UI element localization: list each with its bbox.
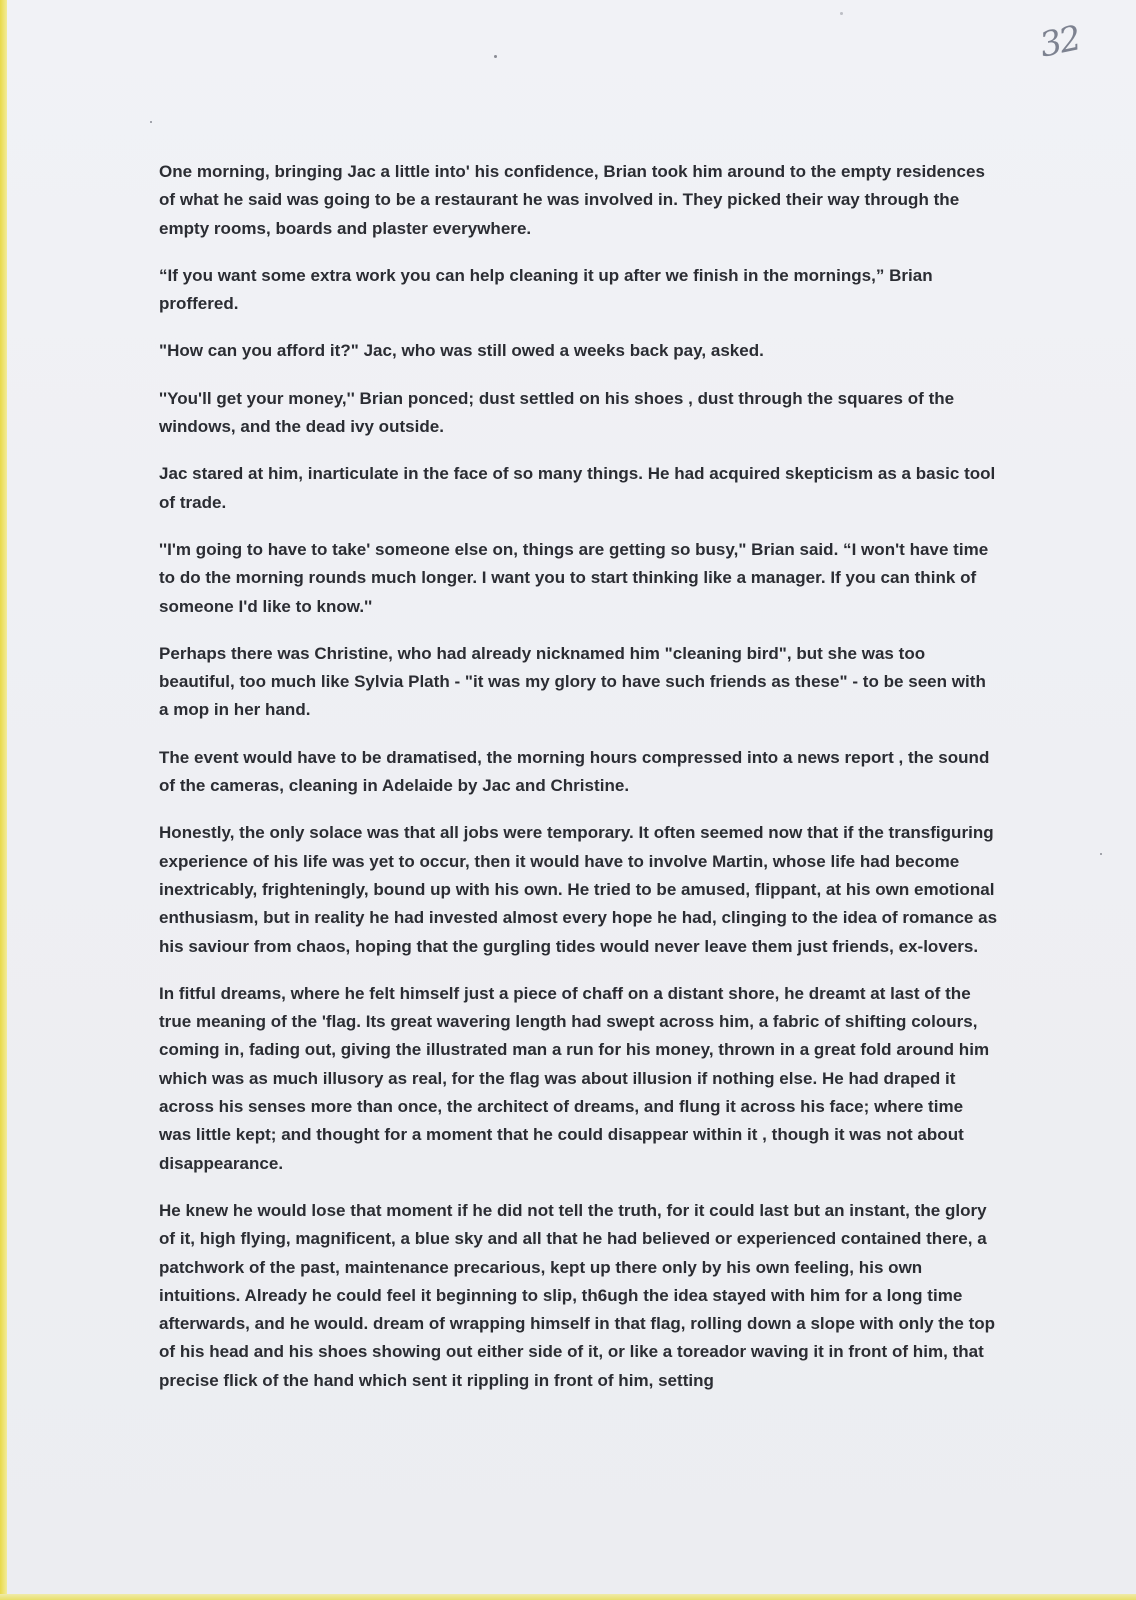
paragraph: Jac stared at him, inarticulate in the face of so many things. He had acquired skepticism as a basic tool of trade. [159, 464, 996, 512]
scan-speck [150, 121, 152, 123]
paragraph: He knew he would lose that moment if he did not tell the truth, for it could last but an instant, the glory of it, high flying, magnificent, a blue sky and all that he had believed or experienced contained there, a patchwork of the past, maintenance precarious, kept up there only by his own feeling, his own intuitions. Already he could feel it beginning to slip, th6ugh the idea stayed with him for a long time afterwards, and he would. dream of wrapping himself in that flag, rolling down a slope with only the top of his head and his shoes showing out either side of it, or like a toreador waving it in front of him, that precise flick of the hand which sent it rippling in front of him, setting [159, 1200, 996, 1390]
paragraph: Honestly, the only solace was that all jobs were temporary. It often seemed now that if the transfiguring experience of his life was yet to occur, then it would have to involve Martin, whose life had become inextricably, frighteningly, bound up with his own. He tried to be amused, flippant, at his own emotional enthusiasm, but in reality he had invested almost every hope he had, clinging to the idea of romance as his saviour from chaos, hoping that the gurgling tides would never leave them just friends, ex-lovers. [159, 823, 998, 956]
paragraph: Perhaps there was Christine, who had already nicknamed him "cleaning bird", but she was too beautiful, too much like Sylvia Plath - "it was my glory to have such friends as these" - to be seen with a mop in her hand. [159, 643, 986, 720]
document-body [159, 158, 999, 1414]
paragraph: "How can you afford it?" Jac, who was still owed a weeks back pay, asked. [159, 341, 764, 361]
scan-speck [1100, 853, 1102, 855]
paragraph: “If you want some extra work you can help cleaning it up after we finish in the mornings,” Brian proffered. [159, 265, 933, 314]
paragraph: In fitful dreams, where he felt himself just a piece of chaff on a distant shore, he dreamt at last of the true meaning of the 'flag. Its great wavering length had swept across him, a fabric of shifting colours, coming in, fading out, giving the illustrated man a run for his money, thrown in a great fold around him which was as much illusory as real, for the flag was about illusion if nothing else. He had draped it across his senses more than once, the architect of dreams, and flung it across his face; where time was little kept; and thought for a moment that he could disappear within it , though it was not about disappearance. [159, 983, 990, 1173]
scan-speck [840, 12, 843, 15]
paragraph: One morning, bringing Jac a little into' his confidence, Brian took him around to the empty residences of what he said was going to be a restaurant he was involved in. They picked their way through the empty rooms, boards and plaster everywhere. [159, 162, 985, 238]
paper-bottom-edge [0, 1594, 1136, 1600]
paper-edge [0, 0, 7, 1600]
handwritten-page-number: 32 [1036, 18, 1083, 66]
paragraph: ''I'm going to have to take' someone else on, things are getting so busy," Brian said. “I won't have time to do the morning rounds much longer. I want you to start thinking like a manager. If you can think of someone I'd like to know.'' [159, 539, 989, 616]
paragraph: The event would have to be dramatised, the morning hours compressed into a news report , the sound of the cameras, cleaning in Adelaide by Jac and Christine. [159, 747, 990, 796]
paragraph: ''You'll get your money,'' Brian ponced; dust settled on his shoes , dust through the squares of the windows, and the dead ivy outside. [159, 388, 955, 437]
scan-speck [494, 55, 497, 58]
